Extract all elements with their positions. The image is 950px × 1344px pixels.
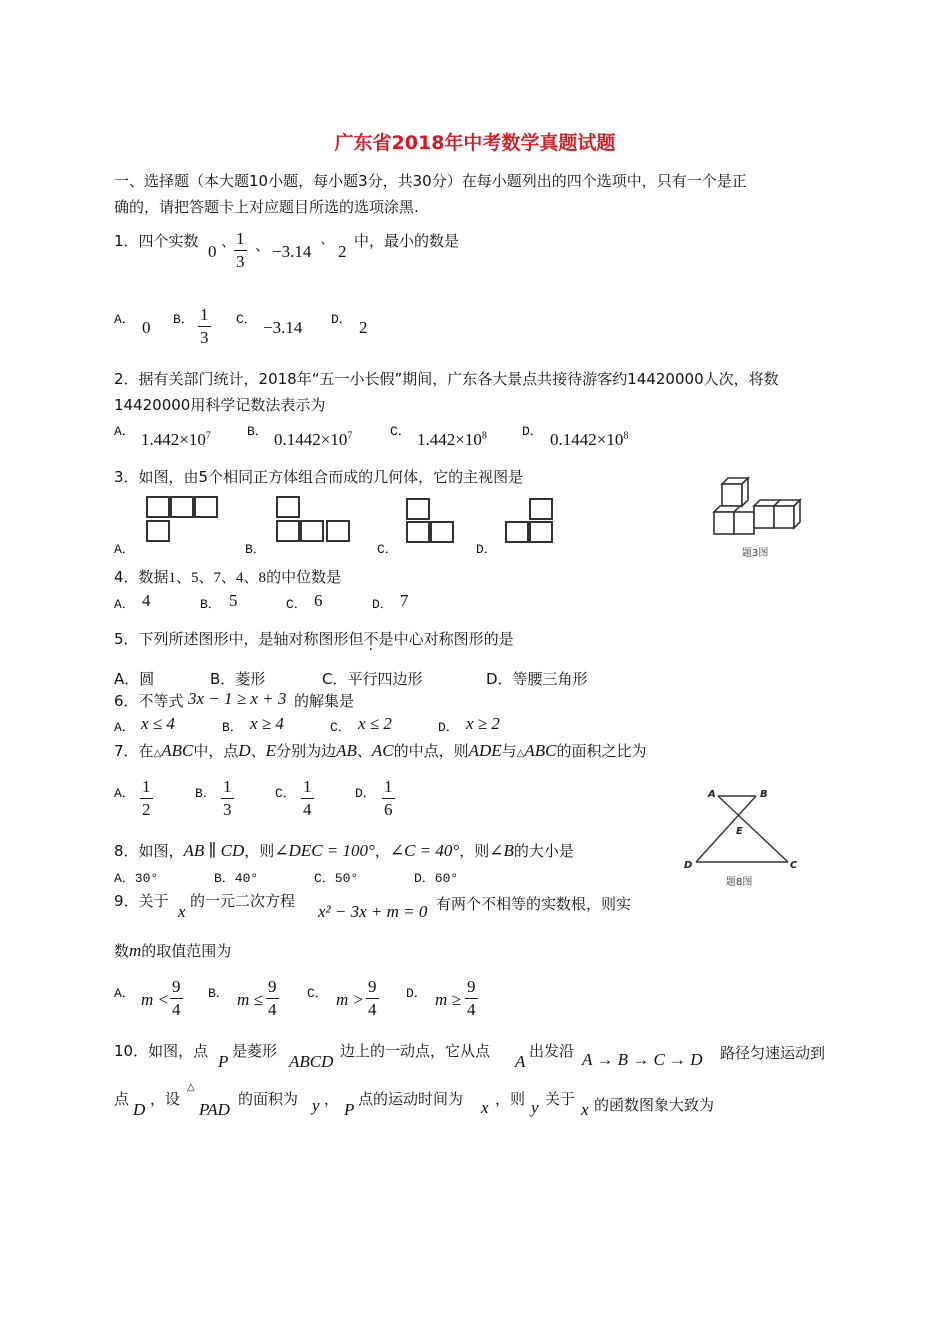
square: [146, 496, 170, 518]
q7-opt-b-frac: [221, 776, 234, 821]
q8-p4: ，则: [459, 842, 490, 860]
segment-bd: [696, 796, 756, 862]
label-a: A: [708, 789, 716, 800]
q1-opt-d-val: 2: [359, 318, 368, 337]
q10-l2-p6: ，则: [495, 1090, 526, 1108]
q7-p3: 分别为边: [276, 742, 337, 760]
q7-sep2: 、: [356, 742, 372, 760]
q6-opt-c-val: x ≤ 2: [358, 714, 392, 733]
q7-ab: AB: [336, 741, 357, 760]
q10-abcd: ABCD: [289, 1052, 334, 1071]
frac-num: 9: [170, 976, 183, 999]
frac-num: 9: [266, 976, 279, 999]
frac-den: 4: [467, 1000, 476, 1019]
q7-sep: 、: [250, 742, 266, 760]
cube-front-face: [714, 512, 734, 534]
q8-eq2: ∠C = 40°: [389, 841, 460, 860]
q1-stem: [114, 230, 199, 251]
q2-b-mantissa: 0.1442×10: [274, 430, 348, 449]
q2-d-exp: 8: [623, 430, 629, 442]
q3-figure: [708, 474, 804, 564]
q4-data: 1、5、7、4、8: [168, 570, 267, 586]
q10-P: P: [218, 1052, 229, 1071]
q10-A: A: [515, 1052, 526, 1071]
q7-abc: ABC: [161, 741, 194, 760]
q10-l2-p4: ，: [324, 1090, 340, 1108]
q3-opt-d: D．: [476, 542, 497, 557]
label-d: D: [684, 860, 693, 871]
q2-a-mantissa: 1.442×10: [141, 430, 206, 449]
square: [276, 496, 300, 518]
q4-opt-b-val: 5: [229, 591, 238, 610]
q9-opt-b-frac: [266, 976, 279, 1021]
q8-p3: ，: [374, 842, 390, 860]
q8-par: AB ∥ CD: [183, 841, 245, 860]
q1-sep2: `: [320, 240, 328, 258]
q5-text-post: 中心对称图形的是: [393, 630, 514, 648]
q5-text-emph: 不是: [363, 630, 394, 648]
q7-p1: 7．在: [114, 742, 154, 760]
square: [146, 520, 170, 542]
q7-abc2: ABC: [524, 741, 557, 760]
q10-p1: 10．如图，点: [114, 1042, 209, 1060]
square: [170, 496, 194, 518]
q4-opt-c: C．: [286, 597, 307, 612]
q10-p2: 是菱形: [232, 1042, 278, 1060]
square: [406, 498, 430, 520]
q8-figure-caption: 题8图: [726, 877, 753, 888]
frac-den: 4: [368, 1000, 377, 1019]
square: [505, 521, 529, 543]
q6-opt-c: C．: [330, 720, 351, 735]
q9-line2-p1: 数: [114, 942, 130, 960]
q8-p2: ，则: [244, 842, 275, 860]
q9-p2: 的一元二次方程: [190, 892, 296, 910]
q2-a-exp: 7: [205, 430, 211, 442]
q5-opt-a: A．圆: [114, 670, 155, 688]
q1-n314: −3.14: [272, 242, 312, 261]
q1-suffix: 中，最小的数是: [354, 232, 460, 250]
q10-x2: x: [581, 1100, 589, 1119]
q6-ineq: 3x − 1 ≥ x + 3: [188, 689, 287, 708]
q2-opt-c-val: [417, 430, 487, 450]
frac-den: 3: [223, 800, 232, 819]
q1-n0: 0: [208, 242, 217, 261]
q1-n2: 2: [338, 242, 347, 261]
q8-opt-d: D．60°: [414, 871, 459, 886]
q5-opt-d: D．等腰三角形: [486, 670, 588, 688]
q10-p3: 边上的一动点，它从点: [340, 1042, 491, 1060]
q6-opt-d: D．: [438, 720, 459, 735]
q2-c-mantissa: 1.442×10: [417, 430, 482, 449]
q5-opt-b: B．菱形: [210, 670, 266, 688]
q2-d-mantissa: 0.1442×10: [550, 430, 624, 449]
q1-prefix: 1．四个实数: [114, 232, 199, 250]
q2-opt-b: B．: [247, 424, 268, 439]
q8-p1: 8．如图，: [114, 842, 184, 860]
q4-opt-b: B．: [200, 597, 221, 612]
q3-opt-d-figure: [505, 498, 555, 546]
q10-y2: y: [531, 1098, 539, 1117]
q8-opt-b: B．40°: [214, 871, 259, 886]
q9-opt-a-val: m <: [141, 990, 169, 1009]
q7-p6: 的面积之比为: [556, 742, 647, 760]
q4-opt-a: A．: [114, 597, 135, 612]
q10-x: x: [481, 1098, 489, 1117]
q3-opt-c-figure: [406, 498, 456, 546]
q9-p3: 有两个不相等的实数根，则实: [436, 895, 632, 913]
q1-opt-b-den: 3: [200, 328, 209, 347]
frac-num: 1: [301, 776, 314, 799]
triangle-icon: △: [187, 1082, 195, 1093]
page-title: 广东省2018年中考数学真题试题: [334, 132, 616, 154]
q4-opt-d: D．: [372, 597, 393, 612]
q8-opt-c: C．50°: [314, 871, 359, 886]
q2-line2: 14420000用科学记数法表示为: [114, 396, 326, 414]
q4-prefix: 4．数据: [114, 568, 169, 586]
q1-opt-b-frac: [198, 304, 211, 349]
q6-opt-a-val: x ≤ 4: [141, 714, 175, 733]
cube-front-face: [754, 506, 774, 528]
square: [406, 521, 430, 543]
q6-opt-b: B．: [222, 720, 243, 735]
q10-l2-p5: 点的运动时间为: [358, 1090, 464, 1108]
frac-den: 6: [384, 800, 393, 819]
cube-top-face: [714, 506, 740, 512]
q6-suffix: 的解集是: [294, 692, 355, 710]
q3-opt-b-figure: [276, 496, 352, 546]
frac-num: 1: [221, 776, 234, 799]
frac-num: 1: [140, 776, 153, 799]
q7-opt-a: A．: [114, 786, 135, 801]
q9-opt-d: D．: [406, 986, 427, 1001]
q8-opt-a: A．30°: [114, 871, 159, 886]
q9-line2: [114, 940, 231, 961]
q2-opt-d: D．: [522, 424, 543, 439]
frac-num: 9: [366, 976, 379, 999]
cube-front-face: [734, 512, 754, 534]
q8-eq1: ∠DEC = 100°: [274, 841, 375, 860]
frac-num: 9: [465, 976, 478, 999]
q7-opt-c-frac: [301, 776, 314, 821]
square: [430, 521, 454, 543]
cube-front-face: [774, 506, 794, 528]
q1-opt-a: A．: [114, 312, 135, 327]
q4-stem: [114, 566, 341, 587]
square: [300, 520, 324, 542]
q1-frac: [234, 228, 247, 273]
q9-opt-b-val: m ≤: [237, 990, 263, 1009]
square: [529, 521, 553, 543]
q3-opt-b: B．: [245, 542, 266, 557]
q7-p5: 与: [501, 742, 517, 760]
q8-angb: ∠B: [489, 841, 514, 860]
q9-p1: 9．关于: [114, 892, 169, 910]
frac-den: 2: [142, 800, 151, 819]
q10-p5: 路径匀速运动到: [720, 1044, 826, 1062]
q10-P2: P: [344, 1100, 355, 1119]
q5-text-pre: 5．下列所述图形中，是轴对称图形但: [114, 630, 364, 648]
label-b: B: [760, 789, 768, 800]
q1-sep-b: 、: [255, 236, 271, 254]
q8-p5: 的大小是: [513, 842, 574, 860]
q10-l2-p3: 的面积为: [238, 1090, 299, 1108]
q1-opt-d: D．: [331, 312, 352, 327]
q2-line1: 2．据有关部门统计，2018年“五一小长假”期间，广东各大景点共接待游客约14420000人次，将数: [114, 370, 779, 388]
q9-x: x: [178, 902, 186, 921]
q7-ac: AC: [371, 741, 394, 760]
q3-opt-a-figure: [146, 496, 220, 546]
q6-opt-d-val: x ≥ 2: [466, 714, 500, 733]
q7-d: D: [238, 741, 251, 760]
q7-ade: ADE: [468, 741, 502, 760]
cube-side-face: [742, 478, 748, 506]
q2-opt-c: C．: [390, 424, 411, 439]
q10-p4: 出发沿: [529, 1042, 575, 1060]
q9-opt-d-val: m ≥: [435, 990, 461, 1009]
q9-opt-c-frac: [366, 976, 379, 1021]
q10-l2-p1: 点: [114, 1090, 130, 1108]
q7-p2: 中，点: [193, 742, 239, 760]
q1-opt-b: B．: [173, 312, 194, 327]
q8-figure: [680, 786, 804, 892]
section-instructions-line2: 确的，请把答题卡上对应题目所选的选项涂黑.: [114, 198, 419, 216]
q1-opt-b-num: 1: [198, 304, 211, 327]
q2-opt-d-val: [550, 430, 628, 450]
cube-side-face: [794, 500, 800, 528]
q6-opt-b-val: x ≥ 4: [250, 714, 284, 733]
q5-stem: [114, 628, 514, 649]
q9-opt-c: C．: [307, 986, 328, 1001]
section-instructions-line1: 一、选择题（本大题10小题，每小题3分，共30分）在每小题列出的四个选项中，只有一个是正: [114, 172, 747, 190]
segment-ac: [718, 796, 788, 862]
square: [326, 520, 350, 542]
q3-stem: 3．如图，由5个相同正方体组合而成的几何体，它的主视图是: [114, 468, 524, 486]
q2-opt-a: A．: [114, 424, 135, 439]
q6-opt-a: A．: [114, 720, 135, 735]
frac-den: 4: [268, 1000, 277, 1019]
q10-y: y: [312, 1096, 320, 1115]
frac-den: 4: [172, 1000, 181, 1019]
square: [194, 496, 218, 518]
label-e: E: [736, 826, 743, 837]
q1-opt-a-val: 0: [142, 318, 151, 337]
q3-opt-c: C．: [377, 542, 398, 557]
q9-line2-p2: 的取值范围为: [141, 942, 232, 960]
q10-l2-p8: 的函数图象大致为: [594, 1096, 715, 1114]
q7-opt-d-frac: [382, 776, 395, 821]
q1-frac-den: 3: [236, 252, 245, 271]
q10-l2-p7: 关于: [545, 1090, 576, 1108]
q7-opt-a-frac: [140, 776, 153, 821]
q4-opt-a-val: 4: [142, 591, 151, 610]
q3-figure-caption: 题3图: [742, 548, 769, 559]
q9-opt-a-frac: [170, 976, 183, 1021]
q7-opt-b: B．: [195, 786, 216, 801]
q5-opt-c: C．平行四边形: [322, 670, 423, 688]
q7-opt-c: C．: [275, 786, 296, 801]
q10-D: D: [133, 1100, 146, 1119]
q1-sep: 、: [221, 232, 237, 250]
q7-e: E: [265, 741, 277, 760]
q7-opt-d: D．: [355, 786, 376, 801]
q1-frac-num: 1: [234, 228, 247, 251]
q3-opt-a: A．: [114, 542, 135, 557]
q7-stem: [114, 740, 647, 761]
q1-opt-c-val: −3.14: [263, 318, 303, 337]
triangle-icon: △: [516, 748, 525, 759]
frac-num: 1: [382, 776, 395, 799]
q10-path: A → B → C → D: [582, 1050, 703, 1069]
q9-opt-d-frac: [465, 976, 478, 1021]
label-c: C: [790, 860, 798, 871]
q9-opt-c-val: m >: [336, 990, 364, 1009]
cube-drawing: [714, 478, 800, 534]
q9-m: m: [129, 941, 142, 960]
triangle-icon: △: [153, 748, 162, 759]
square: [276, 520, 300, 542]
q8-stem: [114, 840, 574, 861]
q2-b-exp: 7: [347, 430, 353, 442]
q2-opt-a-val: [141, 430, 211, 450]
q9-opt-a: A．: [114, 986, 135, 1001]
cube-front-face: [722, 484, 742, 506]
q4-opt-c-val: 6: [314, 591, 323, 610]
q9-eq: x² − 3x + m = 0: [318, 902, 428, 921]
q10-pad: PAD: [199, 1100, 230, 1119]
q10-l2-p2: ，设: [150, 1090, 181, 1108]
q9-opt-b: B．: [208, 986, 229, 1001]
q2-c-exp: 8: [481, 430, 487, 442]
q1-opt-c: C．: [236, 312, 257, 327]
q6-prefix: 6．不等式: [114, 692, 184, 710]
q7-p4: 的中点，则: [393, 742, 469, 760]
q4-suffix: 的中位数是: [266, 568, 342, 586]
q4-opt-d-val: 7: [400, 591, 409, 610]
frac-den: 4: [303, 800, 312, 819]
square: [529, 498, 553, 520]
q2-opt-b-val: [274, 430, 352, 450]
